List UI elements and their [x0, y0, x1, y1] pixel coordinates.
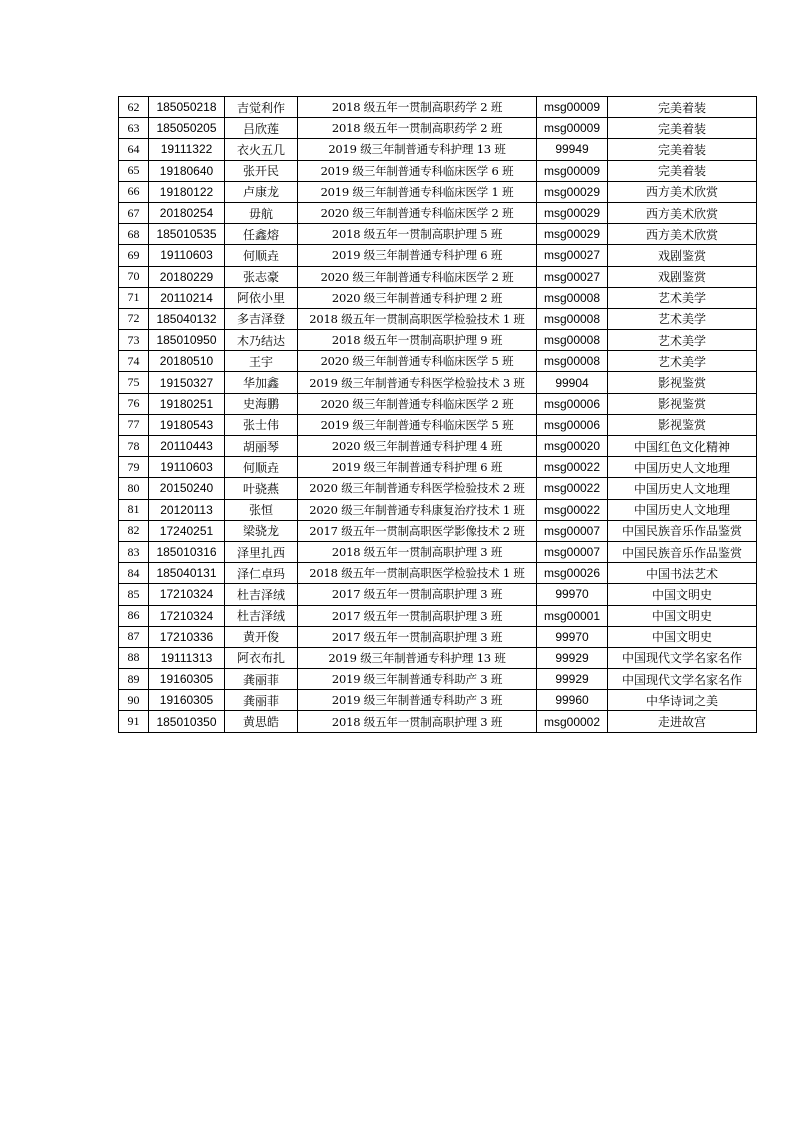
student-name-cell: 吕欣莲 — [225, 118, 298, 139]
course-code-cell: msg00002 — [537, 711, 608, 732]
student-name-cell: 何顺垚 — [225, 457, 298, 478]
student-id-cell: 185010350 — [149, 711, 225, 732]
student-name-cell: 张恒 — [225, 499, 298, 520]
class-name-cell: 2018 级五年一贯制高职药学 2 班 — [298, 118, 537, 139]
student-name-cell: 吉觉利作 — [225, 97, 298, 118]
table-row — [119, 605, 757, 626]
student-name-cell: 多吉泽登 — [225, 308, 298, 329]
student-name-cell: 张开民 — [225, 160, 298, 181]
class-name-cell: 2020 级三年制普通专科医学检验技术 2 班 — [298, 478, 537, 499]
class-name-cell: 2020 级三年制普通专科护理 2 班 — [298, 287, 537, 308]
class-name-cell: 2018 级五年一贯制高职医学检验技术 1 班 — [298, 563, 537, 584]
course-code-cell: msg00027 — [537, 245, 608, 266]
course-name-cell: 中国红色文化精神 — [608, 436, 757, 457]
student-id-cell: 19110603 — [149, 245, 225, 266]
class-name-cell: 2017 级五年一贯制高职护理 3 班 — [298, 626, 537, 647]
course-name-cell: 西方美术欣赏 — [608, 224, 757, 245]
row-number-cell: 84 — [119, 563, 149, 584]
course-code-cell: msg00009 — [537, 97, 608, 118]
course-code-cell: msg00022 — [537, 457, 608, 478]
student-id-cell: 20110443 — [149, 436, 225, 457]
student-name-cell: 阿依小里 — [225, 287, 298, 308]
table-row — [119, 202, 757, 223]
table-row — [119, 414, 757, 435]
course-name-cell: 艺术美学 — [608, 287, 757, 308]
student-id-cell: 185010535 — [149, 224, 225, 245]
student-id-cell: 185050205 — [149, 118, 225, 139]
student-name-cell: 梁骁龙 — [225, 520, 298, 541]
course-code-cell: msg00008 — [537, 308, 608, 329]
course-code-cell: msg00008 — [537, 287, 608, 308]
course-code-cell: 99970 — [537, 626, 608, 647]
course-name-cell: 艺术美学 — [608, 351, 757, 372]
class-name-cell: 2019 级三年制普通专科护理 6 班 — [298, 245, 537, 266]
row-number-cell: 65 — [119, 160, 149, 181]
table-row — [119, 118, 757, 139]
table-row — [119, 266, 757, 287]
course-name-cell: 中国现代文学名家名作 — [608, 647, 757, 668]
table-row — [119, 393, 757, 414]
class-name-cell: 2020 级三年制普通专科临床医学 2 班 — [298, 202, 537, 223]
course-code-cell: 99929 — [537, 647, 608, 668]
row-number-cell: 70 — [119, 266, 149, 287]
student-id-cell: 20180229 — [149, 266, 225, 287]
student-id-cell: 17240251 — [149, 520, 225, 541]
course-code-cell: msg00006 — [537, 414, 608, 435]
row-number-cell: 79 — [119, 457, 149, 478]
class-name-cell: 2019 级三年制普通专科临床医学 6 班 — [298, 160, 537, 181]
row-number-cell: 76 — [119, 393, 149, 414]
student-name-cell: 胡丽琴 — [225, 436, 298, 457]
row-number-cell: 89 — [119, 669, 149, 690]
student-name-cell: 阿衣布扎 — [225, 647, 298, 668]
student-course-table — [118, 96, 757, 733]
row-number-cell: 64 — [119, 139, 149, 160]
course-code-cell: msg00006 — [537, 393, 608, 414]
class-name-cell: 2017 级五年一贯制高职护理 3 班 — [298, 605, 537, 626]
student-id-cell: 20180254 — [149, 202, 225, 223]
class-name-cell: 2020 级三年制普通专科护理 4 班 — [298, 436, 537, 457]
student-name-cell: 龚丽菲 — [225, 669, 298, 690]
course-name-cell: 中国文明史 — [608, 584, 757, 605]
course-name-cell: 艺术美学 — [608, 308, 757, 329]
course-name-cell: 戏剧鉴赏 — [608, 245, 757, 266]
class-name-cell: 2019 级三年制普通专科助产 3 班 — [298, 669, 537, 690]
course-name-cell: 中国历史人文地理 — [608, 499, 757, 520]
table-row — [119, 457, 757, 478]
row-number-cell: 63 — [119, 118, 149, 139]
course-code-cell: msg00009 — [537, 160, 608, 181]
table-row — [119, 499, 757, 520]
course-code-cell: msg00008 — [537, 351, 608, 372]
table-row — [119, 626, 757, 647]
class-name-cell: 2020 级三年制普通专科康复治疗技术 1 班 — [298, 499, 537, 520]
student-name-cell: 木乃结达 — [225, 330, 298, 351]
row-number-cell: 72 — [119, 308, 149, 329]
course-code-cell: 99904 — [537, 372, 608, 393]
student-name-cell: 华加鑫 — [225, 372, 298, 393]
table-row — [119, 520, 757, 541]
student-name-cell: 杜吉泽绒 — [225, 605, 298, 626]
student-id-cell: 185010950 — [149, 330, 225, 351]
student-name-cell: 张志豪 — [225, 266, 298, 287]
course-code-cell: msg00029 — [537, 181, 608, 202]
student-id-cell: 19180640 — [149, 160, 225, 181]
row-number-cell: 67 — [119, 202, 149, 223]
student-id-cell: 17210324 — [149, 605, 225, 626]
student-name-cell: 泽仁卓玛 — [225, 563, 298, 584]
student-name-cell: 黄思皓 — [225, 711, 298, 732]
student-name-cell: 衣火五几 — [225, 139, 298, 160]
row-number-cell: 90 — [119, 690, 149, 711]
row-number-cell: 81 — [119, 499, 149, 520]
student-id-cell: 19111313 — [149, 647, 225, 668]
table-row — [119, 287, 757, 308]
student-id-cell: 20120113 — [149, 499, 225, 520]
course-name-cell: 中国民族音乐作品鉴赏 — [608, 541, 757, 562]
table-row — [119, 160, 757, 181]
course-name-cell: 戏剧鉴赏 — [608, 266, 757, 287]
course-name-cell: 西方美术欣赏 — [608, 202, 757, 223]
row-number-cell: 85 — [119, 584, 149, 605]
course-code-cell: msg00029 — [537, 202, 608, 223]
class-name-cell: 2019 级三年制普通专科临床医学 1 班 — [298, 181, 537, 202]
class-name-cell: 2019 级三年制普通专科临床医学 5 班 — [298, 414, 537, 435]
course-name-cell: 中国历史人文地理 — [608, 457, 757, 478]
student-name-cell: 史海鹏 — [225, 393, 298, 414]
course-name-cell: 中国文明史 — [608, 626, 757, 647]
row-number-cell: 87 — [119, 626, 149, 647]
table-row — [119, 308, 757, 329]
student-id-cell: 19180122 — [149, 181, 225, 202]
course-name-cell: 完美着装 — [608, 118, 757, 139]
class-name-cell: 2020 级三年制普通专科临床医学 5 班 — [298, 351, 537, 372]
course-name-cell: 中国书法艺术 — [608, 563, 757, 584]
course-code-cell: 99970 — [537, 584, 608, 605]
student-id-cell: 17210336 — [149, 626, 225, 647]
row-number-cell: 83 — [119, 541, 149, 562]
course-name-cell: 中华诗词之美 — [608, 690, 757, 711]
course-name-cell: 影视鉴赏 — [608, 414, 757, 435]
table-row — [119, 436, 757, 457]
student-name-cell: 龚丽菲 — [225, 690, 298, 711]
student-name-cell: 何顺垚 — [225, 245, 298, 266]
student-name-cell: 王宇 — [225, 351, 298, 372]
table-row — [119, 372, 757, 393]
row-number-cell: 66 — [119, 181, 149, 202]
class-name-cell: 2018 级五年一贯制高职医学检验技术 1 班 — [298, 308, 537, 329]
course-name-cell: 走进故宫 — [608, 711, 757, 732]
table-row — [119, 97, 757, 118]
class-name-cell: 2017 级五年一贯制高职护理 3 班 — [298, 584, 537, 605]
course-code-cell: 99949 — [537, 139, 608, 160]
class-name-cell: 2018 级五年一贯制高职护理 3 班 — [298, 711, 537, 732]
course-name-cell: 完美着装 — [608, 139, 757, 160]
class-name-cell: 2018 级五年一贯制高职护理 3 班 — [298, 541, 537, 562]
class-name-cell: 2019 级三年制普通专科护理 13 班 — [298, 647, 537, 668]
course-code-cell: msg00027 — [537, 266, 608, 287]
row-number-cell: 91 — [119, 711, 149, 732]
class-name-cell: 2020 级三年制普通专科临床医学 2 班 — [298, 393, 537, 414]
course-code-cell: msg00007 — [537, 520, 608, 541]
table-row — [119, 245, 757, 266]
course-name-cell: 艺术美学 — [608, 330, 757, 351]
course-code-cell: msg00020 — [537, 436, 608, 457]
student-name-cell: 黄开俊 — [225, 626, 298, 647]
student-id-cell: 19160305 — [149, 690, 225, 711]
student-id-cell: 17210324 — [149, 584, 225, 605]
row-number-cell: 82 — [119, 520, 149, 541]
student-id-cell: 185040131 — [149, 563, 225, 584]
student-id-cell: 19180251 — [149, 393, 225, 414]
table-row — [119, 669, 757, 690]
course-name-cell: 中国现代文学名家名作 — [608, 669, 757, 690]
course-name-cell: 完美着装 — [608, 97, 757, 118]
table-row — [119, 690, 757, 711]
student-name-cell: 杜吉泽绒 — [225, 584, 298, 605]
student-id-cell: 185040132 — [149, 308, 225, 329]
course-name-cell: 中国民族音乐作品鉴赏 — [608, 520, 757, 541]
class-name-cell: 2018 级五年一贯制高职药学 2 班 — [298, 97, 537, 118]
row-number-cell: 86 — [119, 605, 149, 626]
student-id-cell: 19150327 — [149, 372, 225, 393]
class-name-cell: 2019 级三年制普通专科护理 13 班 — [298, 139, 537, 160]
student-id-cell: 19111322 — [149, 139, 225, 160]
student-name-cell: 叶骁燕 — [225, 478, 298, 499]
table-row — [119, 541, 757, 562]
course-name-cell: 影视鉴赏 — [608, 372, 757, 393]
class-name-cell: 2018 级五年一贯制高职护理 9 班 — [298, 330, 537, 351]
student-id-cell: 20110214 — [149, 287, 225, 308]
course-code-cell: msg00022 — [537, 499, 608, 520]
row-number-cell: 69 — [119, 245, 149, 266]
table-row — [119, 647, 757, 668]
course-code-cell: msg00001 — [537, 605, 608, 626]
course-code-cell: msg00029 — [537, 224, 608, 245]
student-id-cell: 20150240 — [149, 478, 225, 499]
table-row — [119, 711, 757, 732]
course-name-cell: 中国历史人文地理 — [608, 478, 757, 499]
course-name-cell: 完美着装 — [608, 160, 757, 181]
course-name-cell: 中国文明史 — [608, 605, 757, 626]
course-code-cell: msg00007 — [537, 541, 608, 562]
table-row — [119, 181, 757, 202]
row-number-cell: 78 — [119, 436, 149, 457]
course-code-cell: msg00026 — [537, 563, 608, 584]
row-number-cell: 68 — [119, 224, 149, 245]
row-number-cell: 75 — [119, 372, 149, 393]
class-name-cell: 2019 级三年制普通专科护理 6 班 — [298, 457, 537, 478]
course-code-cell: 99960 — [537, 690, 608, 711]
table-row — [119, 351, 757, 372]
row-number-cell: 71 — [119, 287, 149, 308]
table-row — [119, 224, 757, 245]
row-number-cell: 80 — [119, 478, 149, 499]
student-id-cell: 19160305 — [149, 669, 225, 690]
row-number-cell: 74 — [119, 351, 149, 372]
table-row — [119, 584, 757, 605]
class-name-cell: 2019 级三年制普通专科医学检验技术 3 班 — [298, 372, 537, 393]
table-row — [119, 139, 757, 160]
student-id-cell: 20180510 — [149, 351, 225, 372]
course-name-cell: 影视鉴赏 — [608, 393, 757, 414]
student-name-cell: 毋航 — [225, 202, 298, 223]
class-name-cell: 2020 级三年制普通专科临床医学 2 班 — [298, 266, 537, 287]
student-name-cell: 任鑫熔 — [225, 224, 298, 245]
course-code-cell: msg00008 — [537, 330, 608, 351]
table-row — [119, 478, 757, 499]
row-number-cell: 73 — [119, 330, 149, 351]
class-name-cell: 2018 级五年一贯制高职护理 5 班 — [298, 224, 537, 245]
row-number-cell: 62 — [119, 97, 149, 118]
student-id-cell: 19180543 — [149, 414, 225, 435]
class-name-cell: 2019 级三年制普通专科助产 3 班 — [298, 690, 537, 711]
table-row — [119, 563, 757, 584]
class-name-cell: 2017 级五年一贯制高职医学影像技术 2 班 — [298, 520, 537, 541]
row-number-cell: 77 — [119, 414, 149, 435]
student-name-cell: 卢康龙 — [225, 181, 298, 202]
student-id-cell: 185010316 — [149, 541, 225, 562]
course-code-cell: msg00009 — [537, 118, 608, 139]
student-id-cell: 19110603 — [149, 457, 225, 478]
student-id-cell: 185050218 — [149, 97, 225, 118]
course-code-cell: msg00022 — [537, 478, 608, 499]
table-body — [119, 97, 757, 733]
course-name-cell: 西方美术欣赏 — [608, 181, 757, 202]
course-code-cell: 99929 — [537, 669, 608, 690]
student-name-cell: 张士伟 — [225, 414, 298, 435]
row-number-cell: 88 — [119, 647, 149, 668]
table-row — [119, 330, 757, 351]
student-name-cell: 泽里扎西 — [225, 541, 298, 562]
